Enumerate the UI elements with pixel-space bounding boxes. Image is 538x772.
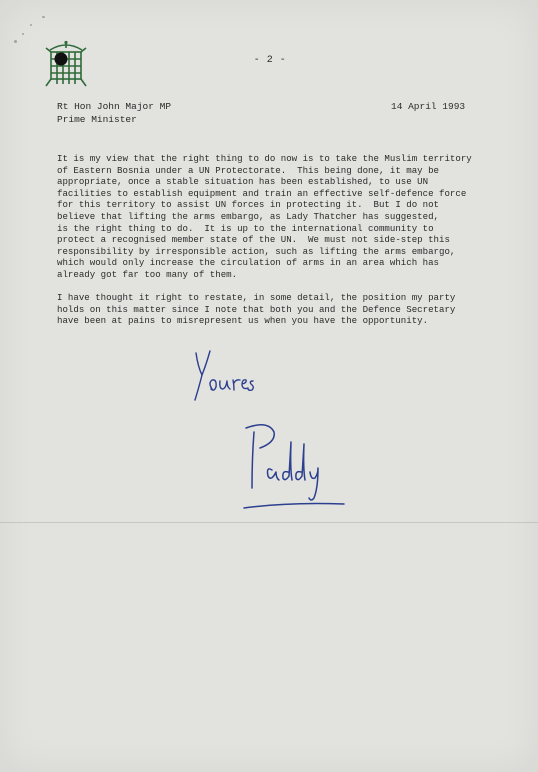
- handwritten-sign-off: [190, 345, 270, 410]
- body-line: It is my view that the right thing to do now is to take the Muslim territory: [57, 153, 472, 164]
- body-line: facilities to establish equipment and train an effective self-defence force: [57, 187, 467, 199]
- body-line: for this territory to assist UN forces in protecting it. But I do not: [57, 199, 439, 211]
- body-line: already got far too many of them.: [57, 268, 238, 280]
- body-line: I have thought it right to restate, in some detail, the position my party: [57, 292, 456, 304]
- addressee-title: Prime Minister: [57, 114, 137, 125]
- body-line: of Eastern Bosnia under a UN Protectorate. This being done, it may be: [57, 164, 439, 176]
- paper-speck: [14, 40, 17, 43]
- body-line: protect a recognised member state of the UN. We must not side-step this: [57, 234, 450, 246]
- paper-speck: [30, 24, 32, 26]
- letter-date: 14 April 1993: [391, 101, 466, 112]
- body-line: is the right thing to do. It is up to the international community to: [57, 222, 434, 234]
- body-paragraph-2: [57, 292, 497, 327]
- body-line: believe that lifting the arms embargo, as Lady Thatcher has suggested,: [57, 210, 439, 222]
- addressee-name: Rt Hon John Major MP: [57, 101, 172, 112]
- addressee-block: [57, 100, 171, 126]
- body-line: appropriate, once a stable situation has been established, to use UN: [57, 176, 429, 188]
- paper-speck: [42, 16, 45, 18]
- body-paragraph-1: [57, 153, 497, 281]
- page-number: - 2 -: [253, 55, 287, 66]
- body-line: holds on this matter since I note that both you and the Defence Secretary: [57, 303, 456, 315]
- body-line: which would only increase the circulation of arms in an area which has: [57, 257, 439, 269]
- paper-fold-line: [0, 522, 538, 523]
- portcullis-crest-icon: [44, 40, 88, 88]
- body-line: have been at pains to misrepresent us when you have the opportunity.: [57, 315, 429, 327]
- handwritten-signature: [238, 418, 348, 513]
- body-line: responsibility by irresponsible action, such as lifting the arms embargo,: [57, 245, 456, 257]
- letter-body: [57, 153, 497, 339]
- paper-speck: [22, 33, 24, 35]
